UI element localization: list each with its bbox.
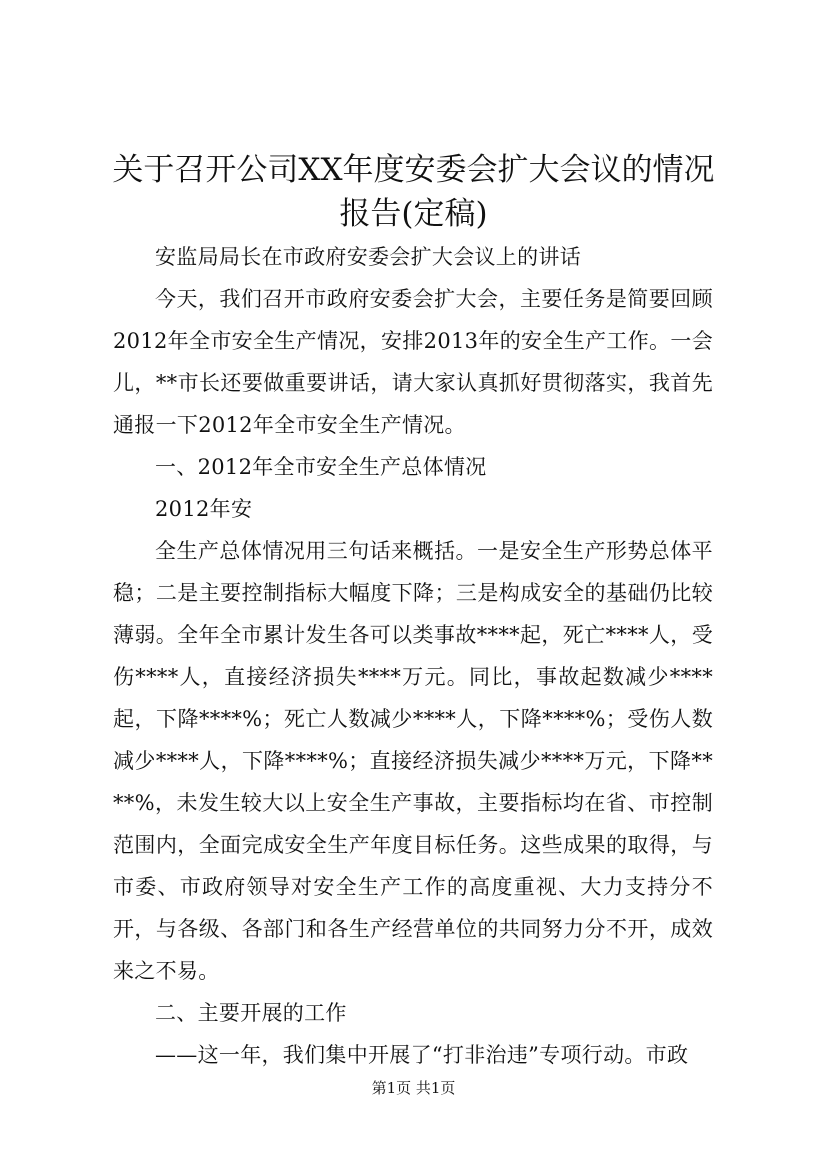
document-title-line-1: 关于召开公司XX年度安委会扩大会议的情况 — [112, 152, 715, 188]
document-title-line-2: 报告(定稿) — [339, 196, 488, 232]
document-body — [113, 236, 713, 1076]
page-footer: 第1页 共1页 — [371, 1079, 456, 1097]
paragraph: 安监局局长在市政府安委会扩大会议上的讲话 — [155, 245, 581, 269]
paragraph: 2012年安 — [155, 497, 253, 521]
section-heading: 二、主要开展的工作 — [155, 1001, 347, 1025]
paragraph: ——这一年，我们集中开展了“打非治违”专项行动。市政 — [155, 1043, 689, 1067]
paragraph: 全生产总体情况用三句话来概括。一是安全生产形势总体平稳；二是主要控制指标大幅度下降；三是构成安全的基础仍比较薄弱。全年全市累计发生各可以类事故****起，死亡****人，受伤****人，直接经济损失****万元。同比，事故起数减少****起，下降****%；死亡人数减少****人，下降****%；受伤人数减少****人，下降****%；直接经济损失减少****万元，下降****%，未发生较大以上安全生产事故，主要指标均在省、市控制范围内，全面完成安全生产年度目标任务。这些成果的取得，与市委、市政府领导对安全生产工作的高度重视、大力支持分不开，与各级、各部门和各生产经营单位的共同努力分不开，成效来之不易。 — [113, 539, 713, 983]
paragraph: 今天，我们召开市政府安委会扩大会，主要任务是简要回顾2012年全市安全生产情况，安排2013年的安全生产工作。一会儿，**市长还要做重要讲话，请大家认真抓好贯彻落实，我首先通报一下2012年全市安全生产情况。 — [113, 287, 713, 437]
section-heading: 一、2012年全市安全生产总体情况 — [155, 455, 487, 479]
